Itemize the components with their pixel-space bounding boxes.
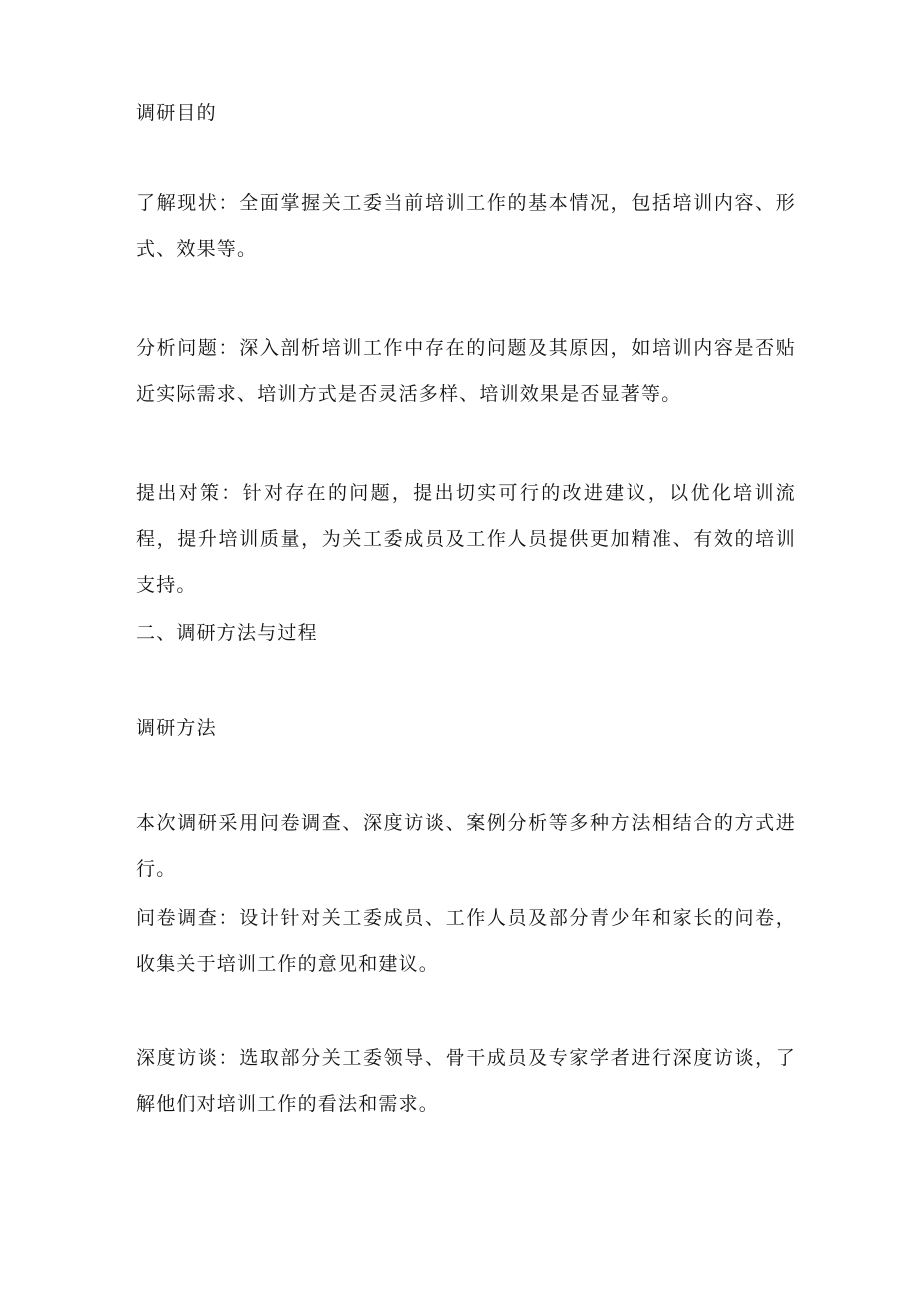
paragraph-analyze-problems: 分析问题：深入剖析培训工作中存在的问题及其原因，如培训内容是否贴近实际需求、培训方式是否灵活多样、培训效果是否显著等。 <box>136 337 796 405</box>
paragraph-understand-status: 了解现状：全面掌握关工委当前培训工作的基本情况，包括培训内容、形式、效果等。 <box>136 192 796 260</box>
paragraph-questionnaire: 问卷调查：设计针对关工委成员、工作人员及部分青少年和家长的问卷，收集关于培训工作的意见和建议。 <box>136 907 796 975</box>
paragraph-methods-intro: 本次调研采用问卷调查、深度访谈、案例分析等多种方法相结合的方式进行。 <box>136 812 796 880</box>
heading-research-methods: 调研方法 <box>136 717 217 739</box>
heading-research-purpose: 调研目的 <box>136 102 217 124</box>
paragraph-deep-interview: 深度访谈：选取部分关工委领导、骨干成员及专家学者进行深度访谈，了解他们对培训工作的看法和需求。 <box>136 1047 796 1115</box>
paragraph-propose-solutions: 提出对策：针对存在的问题，提出切实可行的改进建议，以优化培训流程，提升培训质量，为关工委成员及工作人员提供更加精准、有效的培训支持。 <box>136 482 796 596</box>
heading-section-two: 二、调研方法与过程 <box>136 622 318 644</box>
